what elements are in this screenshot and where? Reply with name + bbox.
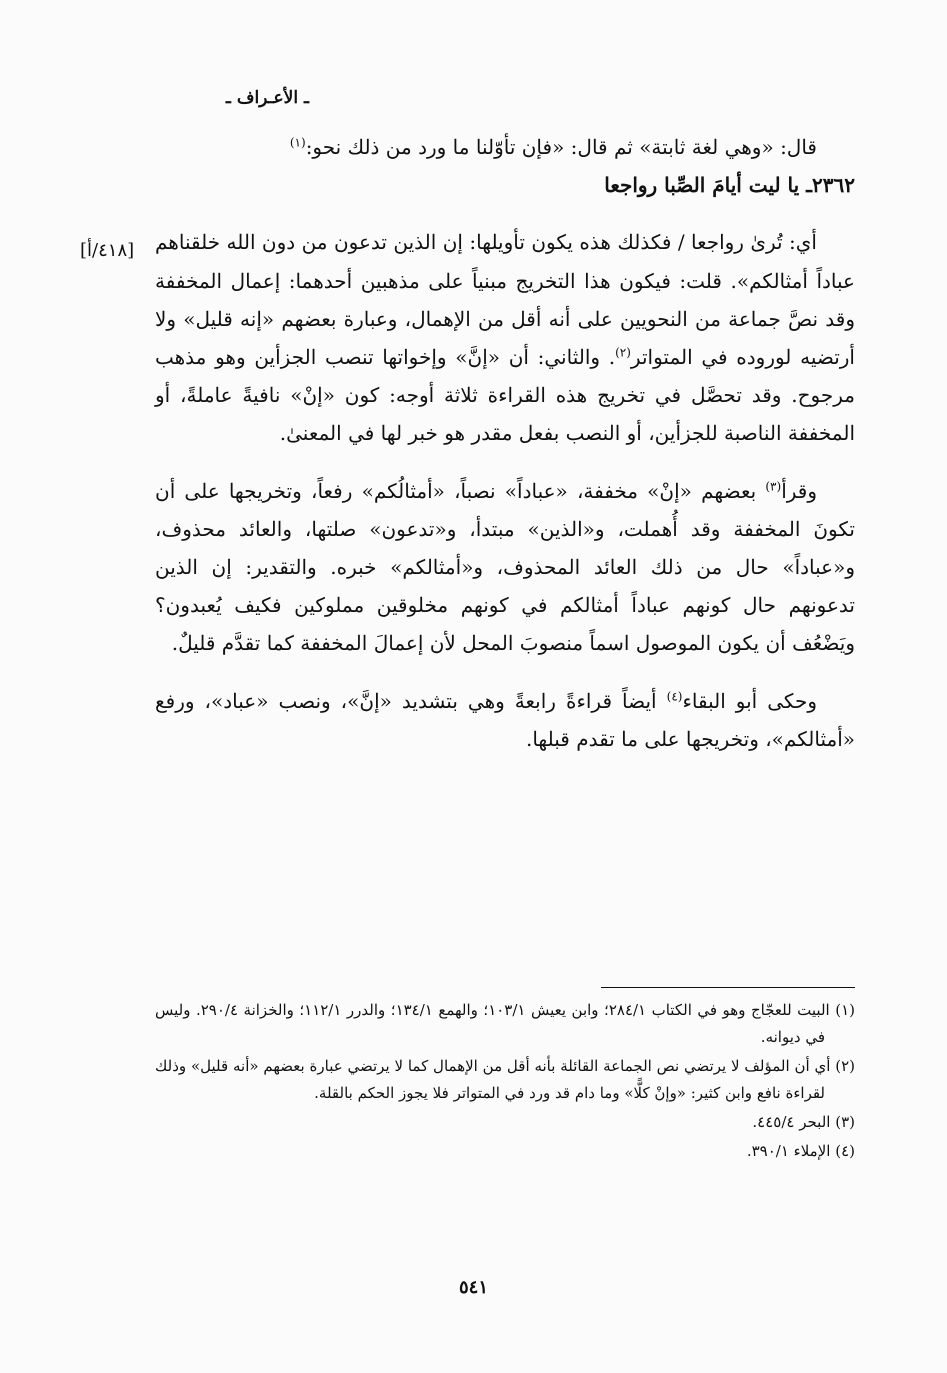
footnote-number: (١) xyxy=(835,1001,855,1019)
footnote-text: الإملاء ٣٩٠/١. xyxy=(746,1142,831,1160)
paragraph-text: بعضهم «إنْ» مخففة، «عباداً» نصباً، «أمثالُكم» رفعاً، وتخريجها على أن تكونَ المخففة وقد أُهملت، و«الذين» مبتدأ، و«تدعون» صلتها، والعائد محذوف، و«عباداً» حال من ذلك العائد المحذوف، و«أمثالكم» خبره. والتقدير: إن الذين تدعونهم حال كونهم عباداً أمثالكم في كونهم مخلوقين مملوكين فكيف يُعبدون؟ ويَضْعُف أن يكون الموصول اسماً منصوبَ المحل لأن إعمالَ المخففة كما تقدَّم قليلٌ. xyxy=(155,478,855,656)
paragraph-text: . والثاني: أن «إنَّ» وإخواتها تنصب الجزأين وهو مذهب مرجوح. وقد تحصَّل في تخريج هذه القراءة ثلاثة أوجه: كون «إنْ» نافيةً عاملةً، أو المخففة الناصبة للجزأين، أو النصب بفعل مقدر هو خبر لها في المعنىٰ. xyxy=(155,345,856,446)
verse-line: ٢٣٦٢ـ يا ليت أيامَ الصِّبا رواجعا xyxy=(604,173,855,198)
footnote-3 xyxy=(155,1109,855,1136)
paragraph-text: أيضاً قراءةً رابعةً وهي بتشديد «إنَّ»، ونصب «عباد»، ورفع «أمثالكم»، وتخريجها على ما تقدم قبلها. xyxy=(155,688,855,751)
running-header: ـ الأعـراف ـ xyxy=(225,88,309,108)
footnote-ref: (٣) xyxy=(765,478,782,493)
footnote-ref: (٢) xyxy=(615,345,631,360)
footnotes xyxy=(155,997,855,1167)
paragraph-fourth-reading xyxy=(155,682,855,758)
footnote-number: (٤) xyxy=(835,1142,855,1160)
paragraph-analysis xyxy=(155,223,855,452)
footnote-number: (٢) xyxy=(835,1057,855,1075)
paragraph-quote xyxy=(155,128,855,166)
footnote-1 xyxy=(155,997,855,1051)
paragraph-text: قال: «وهي لغة ثابتة» ثم قال: «فإن تأوّلنا ما ورد من ذلك نحو: xyxy=(305,135,817,159)
main-text xyxy=(155,128,855,758)
footnote-number: (٣) xyxy=(835,1113,855,1131)
manuscript-folio-marker: [٤١٨/أ] xyxy=(80,240,135,261)
footnote-separator xyxy=(601,987,855,988)
footnote-ref: (١) xyxy=(289,135,306,150)
footnote-text: أي أن المؤلف لا يرتضي نص الجماعة القائلة بأنه أقل من الإهمال كما لا يرتضي عبارة بعضهم «أنه قليل» وذلك لقراءة نافع وابن كثير: «وإنْ كلًّا» وما دام قد ورد في المتواتر فلا يجوز الحكم بالقلة. xyxy=(155,1057,831,1102)
paragraph-text: أي: تُرىٰ رواجعا / فكذلك هذه يكون تأويلها: إن الذين تدعون من دون الله خلقناهم عباداً أمثالكم». قلت: فيكون هذا التخريج مبنياً على مذهبين أحدهما: إعمال المخففة وقد نصَّ جماعة من النحويين على أنه أقل من الإهمال، وعبارة بعضهم «إنه قليل» ولا أرتضيه لوروده في المتواتر xyxy=(155,230,855,370)
page-number: ٥٤١ xyxy=(458,1277,488,1298)
footnote-ref: (٤) xyxy=(666,688,683,703)
footnote-text: البحر ٤٤٥/٤. xyxy=(752,1113,831,1131)
paragraph-text: وقرأ xyxy=(781,478,817,503)
paragraph-text: وحكى أبو البقاء xyxy=(682,688,817,713)
footnote-2 xyxy=(155,1053,855,1107)
paragraph-reading xyxy=(155,472,855,663)
footnote-4 xyxy=(155,1138,855,1165)
footnote-text: البيت للعجّاج وهو في الكتاب ٢٨٤/١؛ وابن يعيش ١٠٣/١؛ والهمع ١٣٤/١؛ والدرر ١١٢/١؛ والخزانة ٢٩٠/٤. وليس في ديوانه. xyxy=(155,1001,830,1046)
